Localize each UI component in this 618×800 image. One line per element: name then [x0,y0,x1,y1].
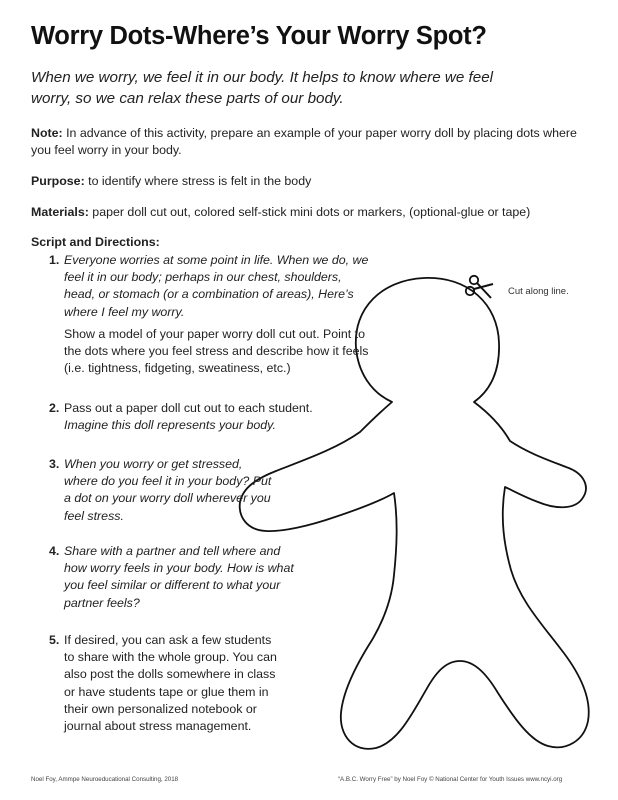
note-paragraph [31,125,591,159]
intro-text: When we worry, we feel it in our body. It helps to know where we feel worry, so we can relax these parts of our body. [31,69,494,107]
step-4-italic: Share with a partner and tell where and how worry feels in your body. How is what you feel similar or different to what your partner feels? [64,544,294,610]
step-number: 1. [49,253,60,267]
step-number: 3. [49,457,60,471]
step-number: 2. [49,401,60,415]
step-3-italic: When you worry or get stressed, where do you feel it in your body? Put a dot on your worry doll wherever you feel stress. [64,457,272,523]
step-1-italic: Everyone worries at some point in life. When we do, we feel it in our body; perhaps in our chest, shoulders, head, or stomach (or a combination of areas), Here’s where I feel my worry. [64,253,369,319]
step-1-plain: Show a model of your paper worry doll cut out. Point to the dots where you feel stress and describe how it feels (i.e. tightness, fidgeting, sweatiness, etc.) [64,326,369,376]
note-label: Note: [31,126,63,140]
step-number: 5. [49,633,60,647]
script-heading: Script and Directions: [31,235,160,249]
materials-text: paper doll cut out, colored self-stick mini dots or markers, (optional-glue or tape) [88,205,531,219]
purpose-label: Purpose: [31,174,85,188]
step-2-italic: Imagine this doll represents your body. [64,418,276,433]
step-2-plain: Pass out a paper doll cut out to each student. [64,401,313,415]
scissors-icon [464,272,498,306]
purpose-text: to identify where stress is felt in the body [84,174,312,188]
page-title: Worry Dots-Where’s Your Worry Spot? [31,22,487,50]
cut-label: Cut along line. [508,286,569,297]
step-number: 4. [49,544,60,558]
footer-credit-left: Noel Foy, Ammpe Neuroeducational Consulting, 2018 [31,776,179,783]
step-5-plain: If desired, you can ask a few students to share with the whole group. You can also post the dolls somewhere in class or have students tape or glue them in their own personalized notebook or journal about stress management. [64,633,277,734]
note-text: In advance of this activity, prepare an example of your paper worry doll by placing dots where you feel worry in your body. [31,126,577,157]
footer-credit-right: “A.B.C. Worry Free” by Noel Foy © National Center for Youth Issues www.ncyi.org [338,776,563,783]
purpose-paragraph [31,173,591,190]
materials-paragraph [31,204,606,221]
materials-label: Materials: [31,205,89,219]
